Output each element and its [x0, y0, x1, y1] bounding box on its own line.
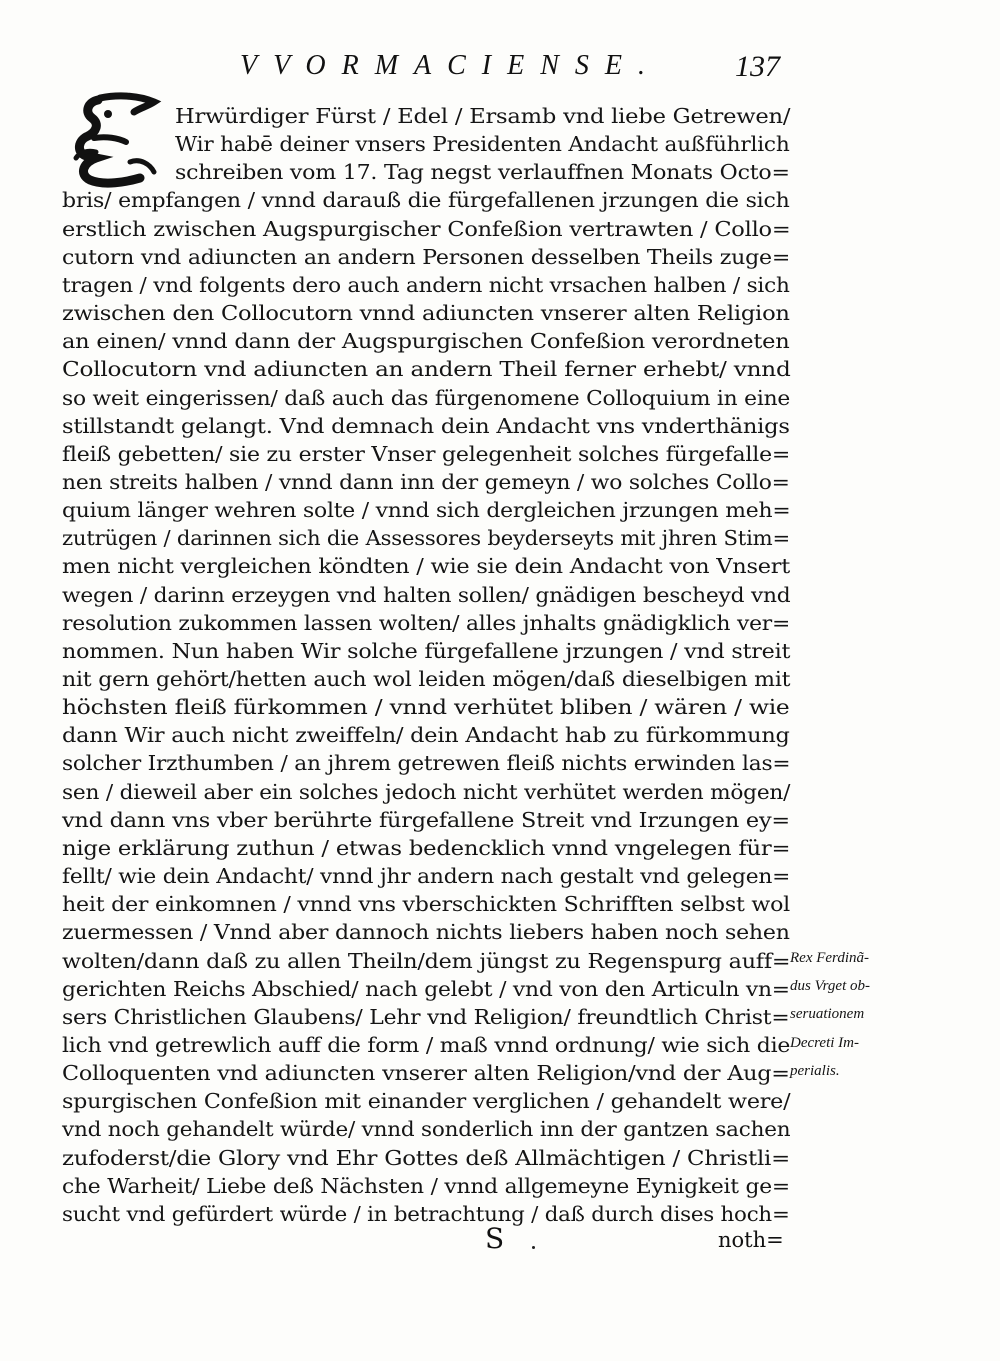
body-line: heit der einkomnen / vnnd vns vberschickten Schrifften selbst wol — [62, 892, 791, 917]
body-line: dann Wir auch nicht zweiffeln/ dein Andacht hab zu fürkommung — [62, 723, 790, 748]
body-line: nige erklärung zuthun / etwas bedencklich vnnd vngelegen für= — [62, 835, 791, 860]
margin-note-line: Rex Ferdinã- — [790, 950, 869, 966]
body-line: fellt/ wie dein Andacht/ vnnd jhr andern nach gestalt vnd gelegen= — [62, 864, 791, 889]
body-line: cutorn vnd adiuncten an andern Personen desselben Theils zuge= — [62, 244, 791, 269]
body-line: sucht vnd gefürdert würde / in betrachtung / daß durch dises hoch= — [62, 1201, 790, 1226]
body-line: sen / dieweil aber ein solches jedoch nicht verhütet werden mögen/ — [62, 779, 791, 804]
body-line: bris/ empfangen / vnnd darauß die fürgefallenen jrzungen die sich — [62, 188, 790, 213]
body-line: lich vnd getrewlich auff die form / maß vnnd ordnung/ wie sich die — [62, 1032, 791, 1057]
body-line: nen streits halben / vnnd dann inn der gemeyn / wo solches Collo= — [62, 469, 790, 494]
page-number: 137 — [735, 50, 780, 83]
body-line: höchsten fleiß fürkommen / vnnd verhütet bliben / wären / wie — [62, 695, 790, 720]
body-line: che Warheit/ Liebe deß Nächsten / vnnd allgemeyne Eynigkeit ge= — [62, 1173, 790, 1198]
body-line: wegen / darinn erzeygen vnd halten sollen/ gnädigen bescheyd vnd — [62, 582, 791, 607]
body-line: Hrwürdiger Fürst / Edel / Ersamb vnd liebe Getrewen/ — [175, 104, 791, 128]
catchword: noth= — [718, 1228, 784, 1252]
body-line: erstlich zwischen Augspurgischer Confeßion vertrawten / Collo= — [62, 216, 791, 241]
body-line: Wir habē deiner vnsers Presidenten Andacht außführlich — [175, 132, 790, 157]
body-line: tragen / vnd folgents dero auch andern nicht vrsachen halben / sich — [62, 272, 790, 297]
body-line: zwischen den Collocutorn vnnd adiuncten vnserer alten Religion — [62, 301, 790, 326]
body-line: wolten/dann daß zu allen Theiln/dem jüngst zu Regenspurg auff= — [62, 948, 791, 973]
body-line: zufoderst/die Glory vnd Ehr Gottes deß Allmächtigen / Christli= — [62, 1145, 791, 1170]
body-line: solcher Irzthumben / an jhrem getrewen fleiß nichts erwinden las= — [62, 751, 791, 776]
body-line: nommen. Nun haben Wir solche fürgefallene jrzungen / vnd streit — [62, 638, 791, 663]
body-line: nit gern gehört/hetten auch wol leiden mögen/daß dieselbigen mit — [62, 667, 791, 691]
margin-note-line: Decreti Im- — [790, 1034, 859, 1051]
body-line: zutrügen / darinnen sich die Assessores beyderseyts mit jhren Stim= — [62, 526, 790, 551]
body-line: zuermessen / Vnnd aber dannoch nichts liebers haben noch sehen — [62, 920, 790, 945]
print-speck — [532, 1246, 535, 1249]
body-line: spurgischen Confeßion mit einander verglichen / gehandelt were/ — [62, 1089, 791, 1114]
body-line: quium länger wehren solte / vnnd sich dergleichen jrzungen meh= — [62, 498, 791, 523]
body-line: Colloquenten vnd adiuncten vnserer alten Religion/vnd der Aug= — [62, 1061, 790, 1086]
signature-mark: S — [485, 1222, 505, 1255]
body-line: vnd dann vns vber berührte fürgefallene Streit vnd Irzungen ey= — [62, 807, 790, 832]
body-line: fleiß gebetten/ sie zu erster Vnser gelegenheit solches fürgefalle= — [62, 441, 791, 466]
body-line: resolution zukommen lassen wolten/ alles jnhalts gnädigklich ver= — [62, 610, 791, 635]
margin-note-line: seruationem — [790, 1006, 865, 1023]
body-line: vnd noch gehandelt würde/ vnnd sonderlich inn der gantzen sachen — [62, 1117, 791, 1142]
body-line: an einen/ vnnd dann der Augspurgischen Confeßion verordneten — [62, 329, 790, 354]
body-line: so weit eingerissen/ daß auch das fürgenomene Colloquium in eine — [62, 385, 791, 410]
body-line: Collocutorn vnd adiuncten an andern Theil ferner erhebt/ vnnd — [62, 357, 791, 382]
body-line: schreiben vom 17. Tag negst verlauffnen Monats Octo= — [175, 160, 790, 185]
running-title: VVORMACIENSE. — [240, 50, 662, 81]
margin-note-line: dus Vrget ob- — [790, 978, 870, 995]
body-line: stillstandt gelangt. Vnd demnach dein Andacht vns vnderthänigs — [62, 413, 790, 438]
body-line: sers Christlichen Glaubens/ Lehr vnd Religion/ freundtlich Christ= — [62, 1004, 790, 1029]
margin-note-line: perialis. — [790, 1062, 840, 1079]
body-line: men nicht vergleichen köndten / wie sie dein Andacht von Vnsert — [62, 554, 791, 579]
body-line: gerichten Reichs Abschied/ nach gelebt / vnd von den Articuln vn= — [62, 976, 790, 1001]
